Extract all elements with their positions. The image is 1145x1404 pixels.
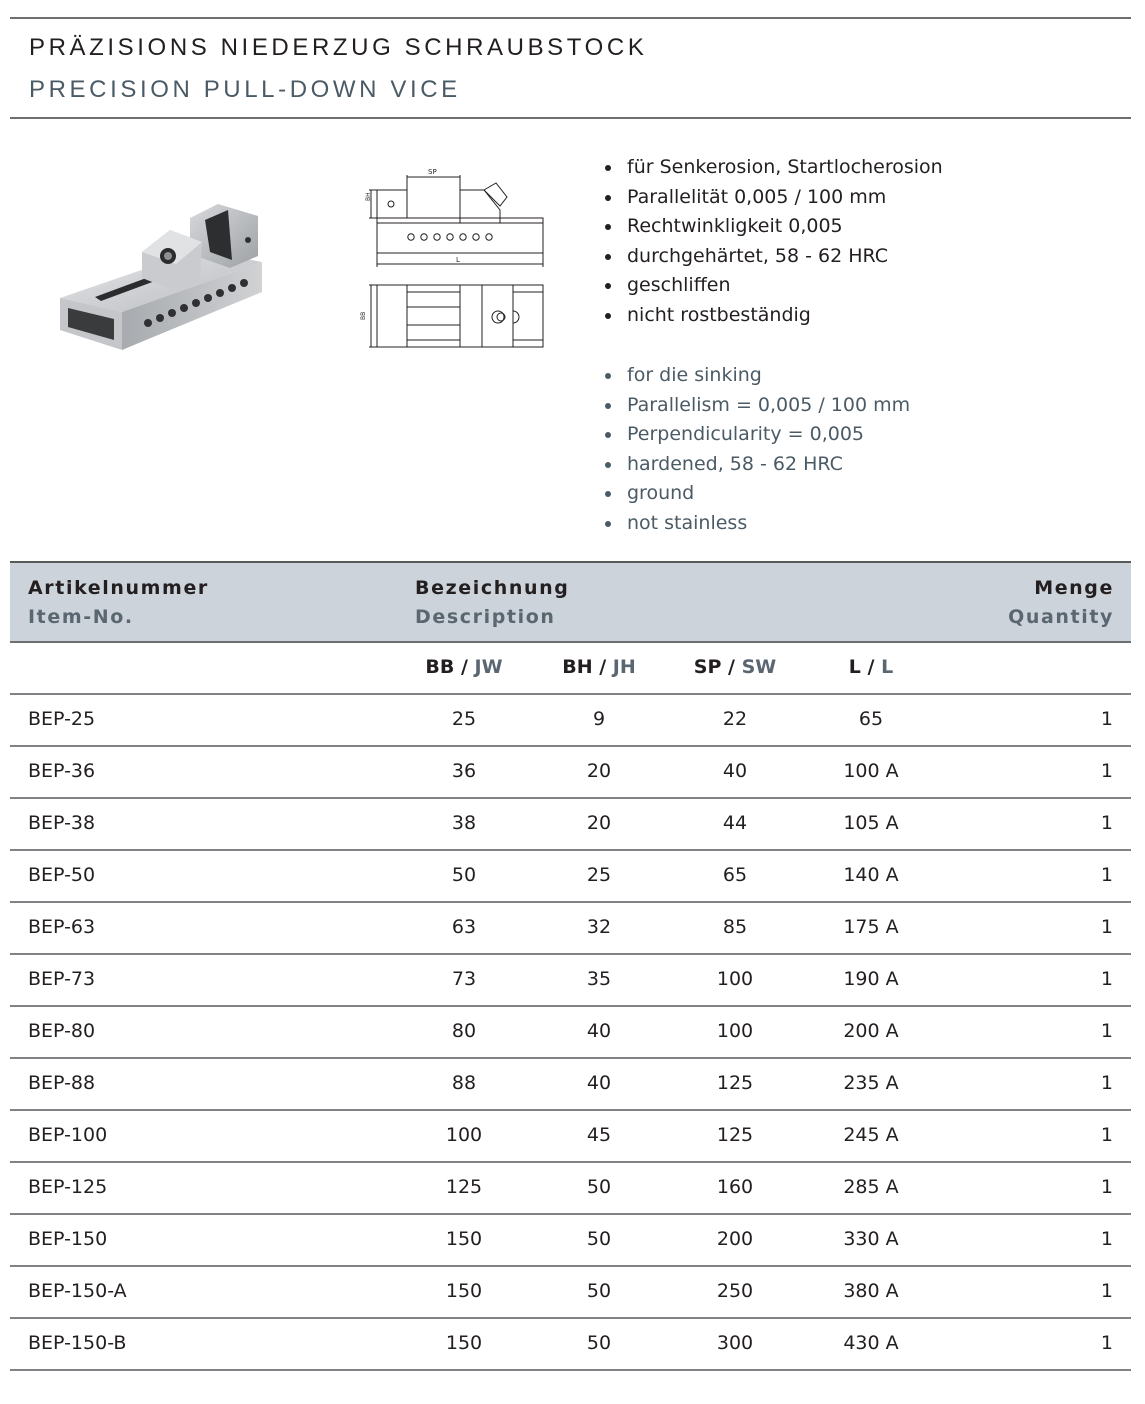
feature-item: nicht rostbeständig bbox=[603, 301, 943, 331]
feature-item: Rechtwinkligkeit 0,005 bbox=[603, 212, 943, 242]
table-row bbox=[10, 903, 1131, 955]
header-desc-en: Description bbox=[415, 606, 556, 628]
cell-bb: 100 bbox=[445, 1124, 483, 1146]
cell-qty: 1 bbox=[1100, 1228, 1113, 1250]
table-row bbox=[10, 1215, 1131, 1267]
page-title-de: PRÄZISIONS NIEDERZUG SCHRAUBSTOCK bbox=[29, 34, 648, 61]
table-row bbox=[10, 1163, 1131, 1215]
cell-l: 380 A bbox=[843, 1280, 899, 1302]
subheader-l bbox=[806, 656, 936, 678]
features-list-en bbox=[603, 361, 910, 539]
subheader-bh bbox=[534, 656, 664, 678]
cell-bb: 80 bbox=[451, 1020, 477, 1042]
table-row bbox=[10, 1007, 1131, 1059]
cell-bb: 150 bbox=[445, 1280, 483, 1302]
subheader-de: L bbox=[848, 656, 861, 678]
table-row bbox=[10, 747, 1131, 799]
cell-bh: 40 bbox=[586, 1020, 612, 1042]
feature-item: Parallelität 0,005 / 100 mm bbox=[603, 183, 943, 213]
cell-sp: 22 bbox=[722, 708, 748, 730]
cell-bb: 50 bbox=[451, 864, 477, 886]
subheader-de: BB bbox=[425, 656, 455, 678]
feature-item: hardened, 58 - 62 HRC bbox=[603, 450, 910, 480]
cell-sp: 125 bbox=[716, 1072, 754, 1094]
cell-bb: 150 bbox=[445, 1228, 483, 1250]
cell-bh: 9 bbox=[592, 708, 606, 730]
bh-label: BH bbox=[365, 192, 372, 201]
subheader-en: L bbox=[881, 656, 894, 678]
cell-bh: 50 bbox=[586, 1332, 612, 1354]
bb-label: BB bbox=[360, 311, 367, 320]
product-table bbox=[10, 561, 1131, 1371]
cell-qty: 1 bbox=[1100, 1176, 1113, 1198]
sp-label: SP bbox=[428, 168, 437, 176]
cell-qty: 1 bbox=[1100, 1124, 1113, 1146]
feature-item: geschliffen bbox=[603, 271, 943, 301]
cell-sp: 125 bbox=[716, 1124, 754, 1146]
feature-item: Parallelism = 0,005 / 100 mm bbox=[603, 391, 910, 421]
cell-l: 175 A bbox=[843, 916, 899, 938]
cell-bb: 63 bbox=[451, 916, 477, 938]
cell-qty: 1 bbox=[1100, 1280, 1113, 1302]
cell-sp: 250 bbox=[716, 1280, 754, 1302]
cell-bh: 25 bbox=[586, 864, 612, 886]
cell-l: 285 A bbox=[843, 1176, 899, 1198]
cell-l: 140 A bbox=[843, 864, 899, 886]
page-title-en: PRECISION PULL-DOWN VICE bbox=[29, 76, 461, 103]
cell-sp: 44 bbox=[722, 812, 748, 834]
cell-sp: 65 bbox=[722, 864, 748, 886]
table-row bbox=[10, 955, 1131, 1007]
feature-item: ground bbox=[603, 479, 910, 509]
cell-qty: 1 bbox=[1100, 812, 1113, 834]
feature-item: not stainless bbox=[603, 509, 910, 539]
cell-item-no: BEP-38 bbox=[28, 812, 96, 834]
table-body bbox=[10, 695, 1131, 1371]
cell-sp: 200 bbox=[716, 1228, 754, 1250]
subheader-bb bbox=[399, 656, 529, 678]
feature-item: durchgehärtet, 58 - 62 HRC bbox=[603, 242, 943, 272]
header-desc-de: Bezeichnung bbox=[415, 577, 570, 599]
cell-bh: 40 bbox=[586, 1072, 612, 1094]
subheader-de: BH bbox=[562, 656, 593, 678]
features-list-de bbox=[603, 153, 943, 331]
header-qty-en: Quantity bbox=[1008, 606, 1114, 628]
header-description bbox=[415, 574, 569, 632]
cell-l: 200 A bbox=[843, 1020, 899, 1042]
header-item-de: Artikelnummer bbox=[28, 577, 209, 599]
cell-bh: 20 bbox=[586, 760, 612, 782]
cell-l: 245 A bbox=[843, 1124, 899, 1146]
cell-bb: 125 bbox=[445, 1176, 483, 1198]
subheader-separator: / bbox=[454, 656, 475, 678]
cell-bb: 25 bbox=[451, 708, 477, 730]
cell-l: 330 A bbox=[843, 1228, 899, 1250]
l-label: L bbox=[456, 256, 460, 264]
feature-item: Perpendicularity = 0,005 bbox=[603, 420, 910, 450]
cell-l: 105 A bbox=[843, 812, 899, 834]
cell-qty: 1 bbox=[1100, 760, 1113, 782]
cell-bb: 88 bbox=[451, 1072, 477, 1094]
cell-bh: 35 bbox=[586, 968, 612, 990]
cell-qty: 1 bbox=[1100, 1332, 1113, 1354]
subheader-en: JW bbox=[474, 656, 503, 678]
cell-qty: 1 bbox=[1100, 1020, 1113, 1042]
cell-item-no: BEP-25 bbox=[28, 708, 96, 730]
subheader-separator: / bbox=[860, 656, 882, 678]
cell-item-no: BEP-63 bbox=[28, 916, 96, 938]
cell-qty: 1 bbox=[1100, 864, 1113, 886]
cell-bb: 36 bbox=[451, 760, 477, 782]
table-row bbox=[10, 1059, 1131, 1111]
cell-l: 430 A bbox=[843, 1332, 899, 1354]
subheader-en: JH bbox=[612, 656, 636, 678]
cell-bh: 20 bbox=[586, 812, 612, 834]
cell-bh: 50 bbox=[586, 1280, 612, 1302]
header-qty-de: Menge bbox=[1034, 577, 1114, 599]
table-row bbox=[10, 1267, 1131, 1319]
cell-l: 190 A bbox=[843, 968, 899, 990]
table-row bbox=[10, 799, 1131, 851]
subheader-en: SW bbox=[741, 656, 777, 678]
cell-item-no: BEP-80 bbox=[28, 1020, 96, 1042]
header-quantity bbox=[1008, 574, 1114, 632]
cell-bh: 45 bbox=[586, 1124, 612, 1146]
feature-item: für Senkerosion, Startlocherosion bbox=[603, 153, 943, 183]
cell-item-no: BEP-50 bbox=[28, 864, 96, 886]
table-subheader bbox=[10, 643, 1131, 695]
cell-bb: 38 bbox=[451, 812, 477, 834]
subheader-separator: / bbox=[721, 656, 742, 678]
subheader-separator: / bbox=[592, 656, 613, 678]
cell-l: 65 bbox=[858, 708, 884, 730]
cell-qty: 1 bbox=[1100, 968, 1113, 990]
cell-item-no: BEP-73 bbox=[28, 968, 96, 990]
cell-item-no: BEP-150-A bbox=[28, 1280, 127, 1302]
cell-sp: 100 bbox=[716, 1020, 754, 1042]
table-row bbox=[10, 1111, 1131, 1163]
cell-item-no: BEP-150 bbox=[28, 1228, 108, 1250]
cell-bh: 50 bbox=[586, 1176, 612, 1198]
cell-l: 100 A bbox=[843, 760, 899, 782]
cell-item-no: BEP-100 bbox=[28, 1124, 108, 1146]
cell-bh: 32 bbox=[586, 916, 612, 938]
table-row bbox=[10, 851, 1131, 903]
header-item-en: Item-No. bbox=[28, 606, 134, 628]
subheader-de: SP bbox=[693, 656, 722, 678]
cell-sp: 85 bbox=[722, 916, 748, 938]
cell-qty: 1 bbox=[1100, 708, 1113, 730]
cell-bb: 73 bbox=[451, 968, 477, 990]
header-item-no bbox=[28, 574, 209, 632]
cell-qty: 1 bbox=[1100, 916, 1113, 938]
cell-bb: 150 bbox=[445, 1332, 483, 1354]
cell-item-no: BEP-88 bbox=[28, 1072, 96, 1094]
cell-item-no: BEP-36 bbox=[28, 760, 96, 782]
table-row bbox=[10, 1319, 1131, 1371]
technical-drawing bbox=[352, 160, 547, 355]
feature-item: for die sinking bbox=[603, 361, 910, 391]
title-divider bbox=[10, 117, 1131, 119]
cell-sp: 40 bbox=[722, 760, 748, 782]
subheader-sp bbox=[670, 656, 800, 678]
cell-item-no: BEP-125 bbox=[28, 1176, 108, 1198]
cell-sp: 160 bbox=[716, 1176, 754, 1198]
table-row bbox=[10, 695, 1131, 747]
cell-qty: 1 bbox=[1100, 1072, 1113, 1094]
cell-sp: 300 bbox=[716, 1332, 754, 1354]
product-photo bbox=[50, 180, 280, 360]
cell-bh: 50 bbox=[586, 1228, 612, 1250]
cell-l: 235 A bbox=[843, 1072, 899, 1094]
top-divider bbox=[10, 17, 1131, 19]
cell-item-no: BEP-150-B bbox=[28, 1332, 127, 1354]
cell-sp: 100 bbox=[716, 968, 754, 990]
table-header bbox=[10, 561, 1131, 643]
